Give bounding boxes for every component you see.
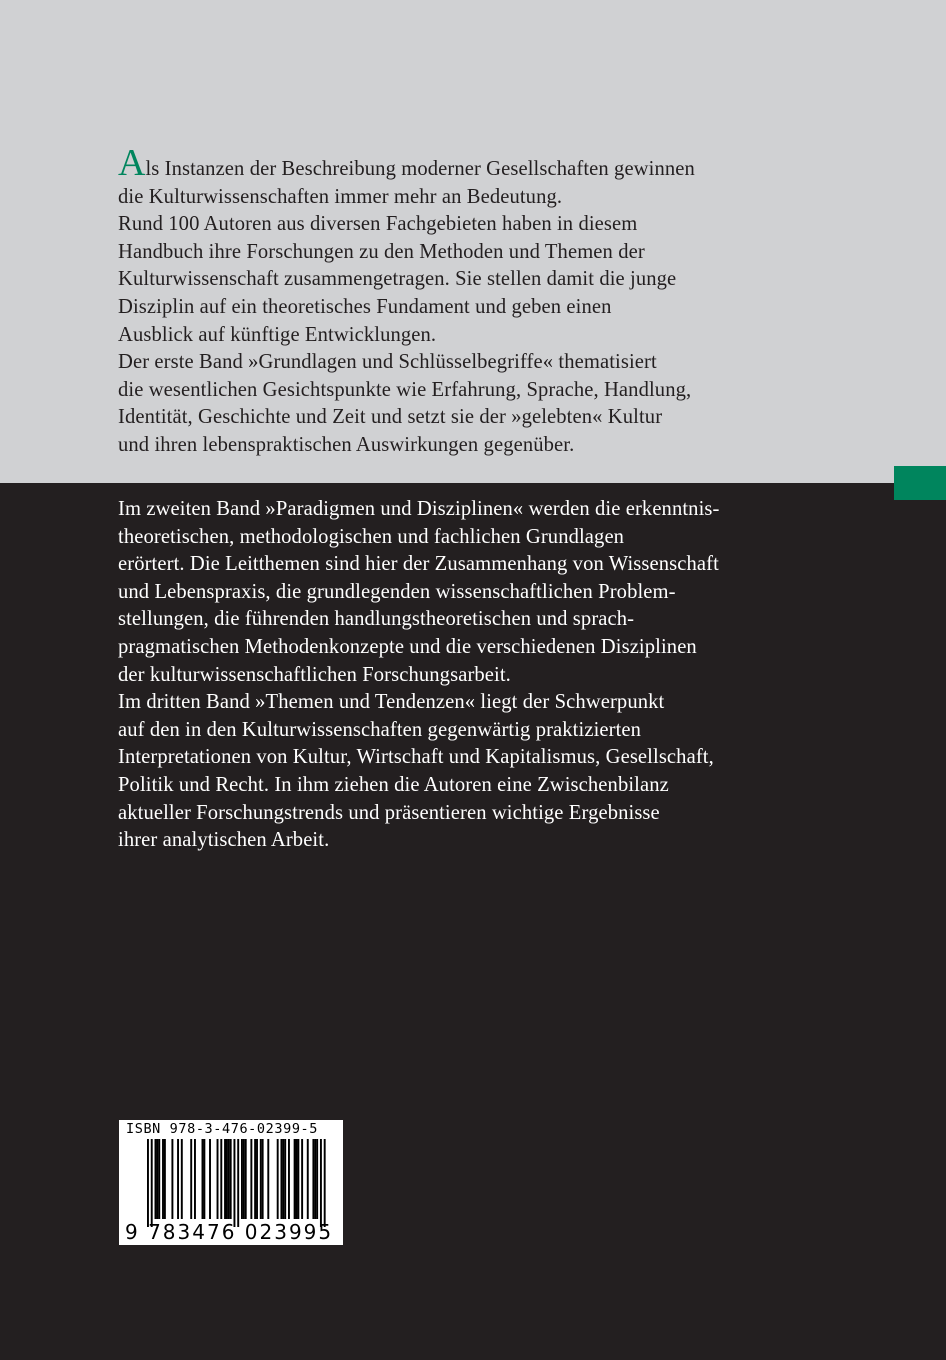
barcode-bar [245, 1139, 247, 1219]
barcode-bar [203, 1139, 205, 1219]
barcode-bar [220, 1139, 222, 1219]
barcode-bar [228, 1139, 230, 1219]
barcode-bar [230, 1139, 232, 1219]
barcode-bar [312, 1139, 314, 1219]
upper-text-line: die wesentlichen Gesichtspunkte wie Erfahrung, Sprache, Handlung, [118, 378, 692, 401]
lower-text-line: Politik und Recht. In ihm ziehen die Autoren eine Zwischenbilanz [118, 773, 669, 796]
barcode-digits: 9 783476 023995 [125, 1220, 334, 1244]
lower-text-line: Im dritten Band »Themen und Tendenzen« liegt der Schwerpunkt [118, 691, 665, 714]
upper-blurb-text [118, 142, 838, 460]
barcode-bar [282, 1139, 284, 1219]
lower-text-line: theoretischen, methodologischen und fachlichen Grundlagen [118, 525, 625, 548]
barcode-guard-bar [151, 1139, 153, 1227]
barcode-bar [209, 1139, 211, 1219]
barcode-bar [277, 1139, 279, 1219]
barcode-bar [260, 1139, 262, 1219]
isbn-label: ISBN 978-3-476-02399-5 [126, 1121, 319, 1137]
barcode-bar [162, 1139, 164, 1219]
barcode-bar [224, 1139, 226, 1219]
barcode-bar [164, 1139, 166, 1219]
lower-text-line: erörtert. Die Leitthemen sind hier der Zusammenhang von Wissenschaft [118, 553, 719, 576]
upper-text-line: und ihren lebenspraktischen Auswirkungen gegenüber. [118, 433, 575, 456]
barcode-bar [171, 1139, 173, 1219]
first-line-text: ls Instanzen der Beschreibung moderner Gesellschaften gewinnen [145, 158, 695, 180]
upper-text-line: Identität, Geschichte und Zeit und setzt sie der »gelebten« Kultur [118, 406, 663, 429]
drop-initial-letter: A [118, 142, 146, 184]
barcode-bar [314, 1139, 316, 1219]
barcode-guard-bar [233, 1139, 235, 1227]
lower-text-line: auf den in den Kulturwissenschaften gegenwärtig praktizierten [118, 718, 642, 741]
barcode-bar [256, 1139, 258, 1219]
lower-text-line: aktueller Forschungstrends und präsentieren wichtige Ergebnisse [118, 801, 660, 824]
upper-text-line: die Kulturwissenschaften immer mehr an Bedeutung. [118, 185, 563, 208]
barcode-bar [177, 1139, 179, 1219]
barcode-bar [301, 1139, 303, 1219]
barcode-guard-bar [320, 1139, 322, 1227]
barcode-bar [267, 1139, 269, 1219]
barcode-bar [156, 1139, 158, 1219]
barcode-guard-bar [237, 1139, 239, 1227]
barcode-bar [307, 1139, 309, 1219]
barcode-bar [262, 1139, 264, 1219]
barcode-bar [284, 1139, 286, 1219]
upper-text-line: Disziplin auf ein theoretisches Fundament und geben einen [118, 295, 612, 318]
barcode-bar [194, 1139, 196, 1219]
upper-text-line: Rund 100 Autoren aus diversen Fachgebieten haben in diesem [118, 213, 638, 236]
lower-text-line: ihrer analytischen Arbeit. [118, 829, 330, 852]
upper-text-line: Handbuch ihre Forschungen zu den Methoden und Themen der [118, 240, 645, 263]
lower-text-line: der kulturwissenschaftlichen Forschungsarbeit. [118, 663, 511, 686]
barcode-bar [243, 1139, 245, 1219]
barcode-bar [181, 1139, 183, 1219]
barcode-guard-bar [147, 1139, 149, 1227]
lower-text-line: und Lebenspraxis, die grundlegenden wissenschaftlichen Problem- [118, 580, 676, 603]
barcode-bar [155, 1139, 157, 1219]
barcode-guard-bar [324, 1139, 326, 1227]
barcode-bar [296, 1139, 298, 1219]
barcode-bar [241, 1139, 243, 1219]
barcode-bar [294, 1139, 296, 1219]
lower-text-line: pragmatischen Methodenkonzepte und die verschiedenen Disziplinen [118, 635, 697, 658]
upper-text-line: Kulturwissenschaft zusammengetragen. Sie stellen damit die junge [118, 268, 677, 291]
barcode-bar [217, 1139, 219, 1219]
barcode-bar [202, 1139, 204, 1219]
upper-text-line: Ausblick auf künftige Entwicklungen. [118, 323, 437, 346]
lower-text-line: stellungen, die führenden handlungstheoretischen und sprach- [118, 608, 635, 631]
lower-blurb-text [118, 496, 838, 855]
isbn-barcode [119, 1120, 343, 1245]
lower-text-line: Interpretationen von Kultur, Wirtschaft und Kapitalismus, Gesellschaft, [118, 746, 714, 769]
upper-first-line [118, 142, 838, 184]
barcode-bar [297, 1139, 299, 1219]
barcode-bar [190, 1139, 192, 1219]
upper-text-line: Der erste Band »Grundlagen und Schlüsselbegriffe« thematisiert [118, 351, 657, 374]
barcode-bar [226, 1139, 228, 1219]
barcode-bar [288, 1139, 290, 1219]
barcode-bar [158, 1139, 160, 1219]
barcode-bar [316, 1139, 318, 1219]
barcode-bar [280, 1139, 282, 1219]
green-accent-tab [894, 466, 946, 500]
lower-text-line: Im zweiten Band »Paradigmen und Disziplinen« werden die erkenntnis- [118, 498, 720, 520]
barcode-bar [254, 1139, 256, 1219]
barcode-bar [250, 1139, 252, 1219]
